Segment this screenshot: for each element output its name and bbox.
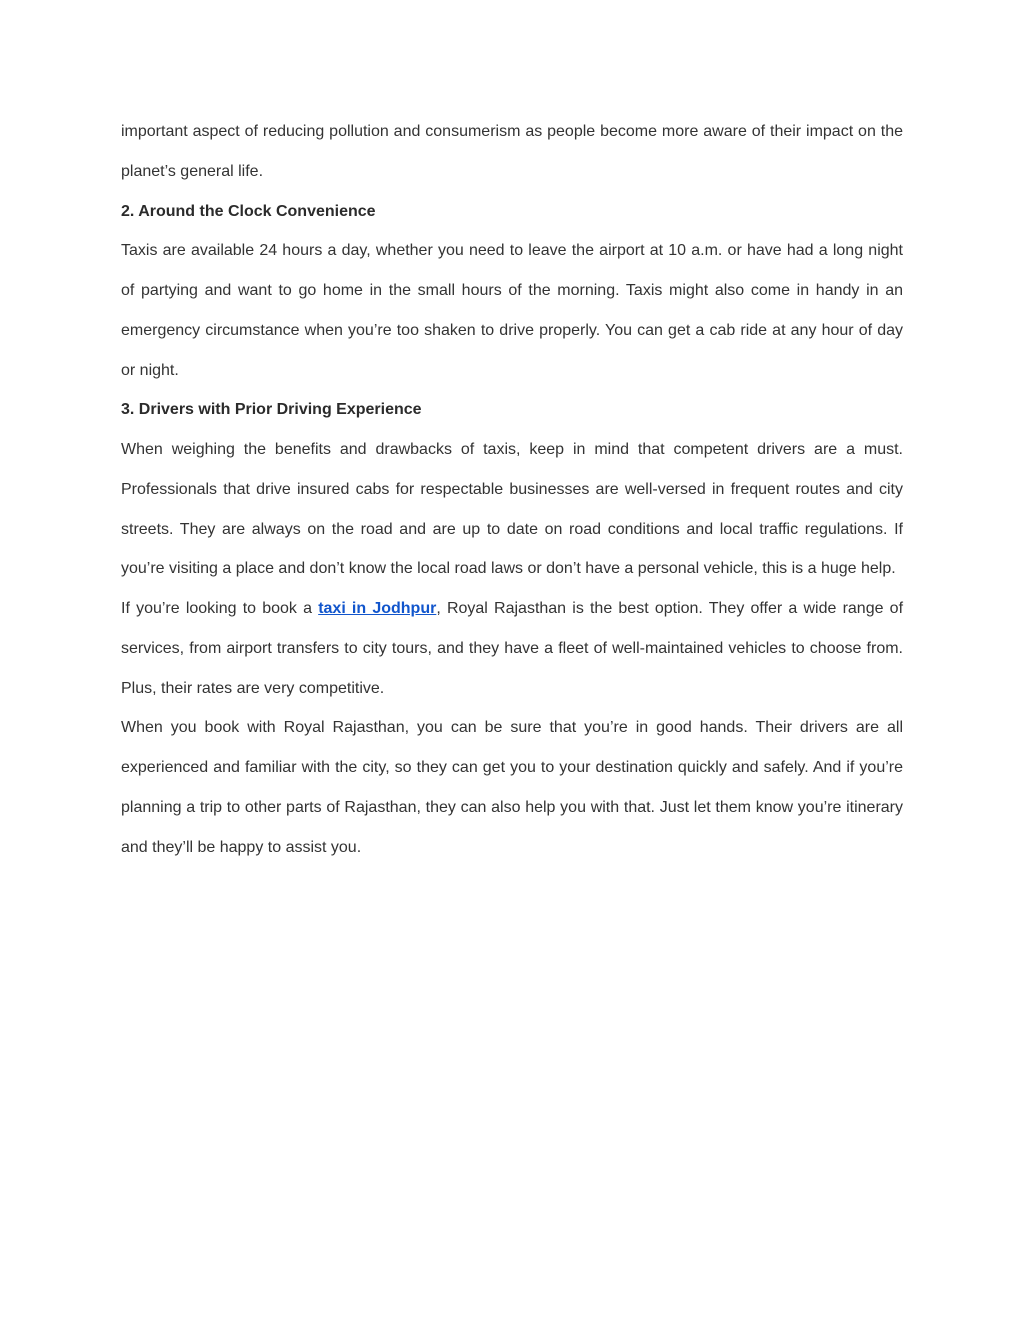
section-3-body: When weighing the benefits and drawbacks of taxis, keep in mind that competent drivers are a must. Professionals that drive insured cabs for respectable businesses are well-versed in frequent routes and city streets. They are always on the road and are up to date on road conditions and local traffic regulations. If you’re visiting a place and don’t know the local road laws or don’t have a personal vehicle, this is a huge help.: [121, 441, 903, 578]
booking-text-before-link: If you’re looking to book a: [121, 600, 319, 617]
taxi-in-jodhpur-link[interactable]: taxi in Jodhpur: [318, 600, 437, 617]
section-2-heading: 2. Around the Clock Convenience: [121, 202, 376, 220]
section-3-heading: 3. Drivers with Prior Driving Experience: [121, 401, 422, 419]
section-2-body: Taxis are available 24 hours a day, whether you need to leave the airport at 10 a.m. or have had a long night of partying and want to go home in the small hours of the morning. Taxis might also come in handy in an emergency circumstance when you’re too shaken to drive properly. You can get a cab ride at any hour of day or night.: [121, 242, 903, 379]
booking-text-after-link: , Royal Rajasthan is the best option. They offer a wide range of services, from airport transfers to city tours, and they have a fleet of well-maintained vehicles to choose from. Plus, their rates are very competitive.: [121, 600, 904, 697]
intro-paragraph: important aspect of reducing pollution and consumerism as people become more aware of their impact on the planet’s general life.: [121, 123, 903, 180]
document-page: [121, 112, 903, 867]
closing-paragraph: When you book with Royal Rajasthan, you can be sure that you’re in good hands. Their drivers are all experienced and familiar with the city, so they can get you to your destination quickly and safely. And if you’re planning a trip to other parts of Rajasthan, they can also help you with that. Just let them know you’re itinerary and they’ll be happy to assist you.: [121, 719, 903, 856]
booking-paragraph: [121, 589, 903, 708]
